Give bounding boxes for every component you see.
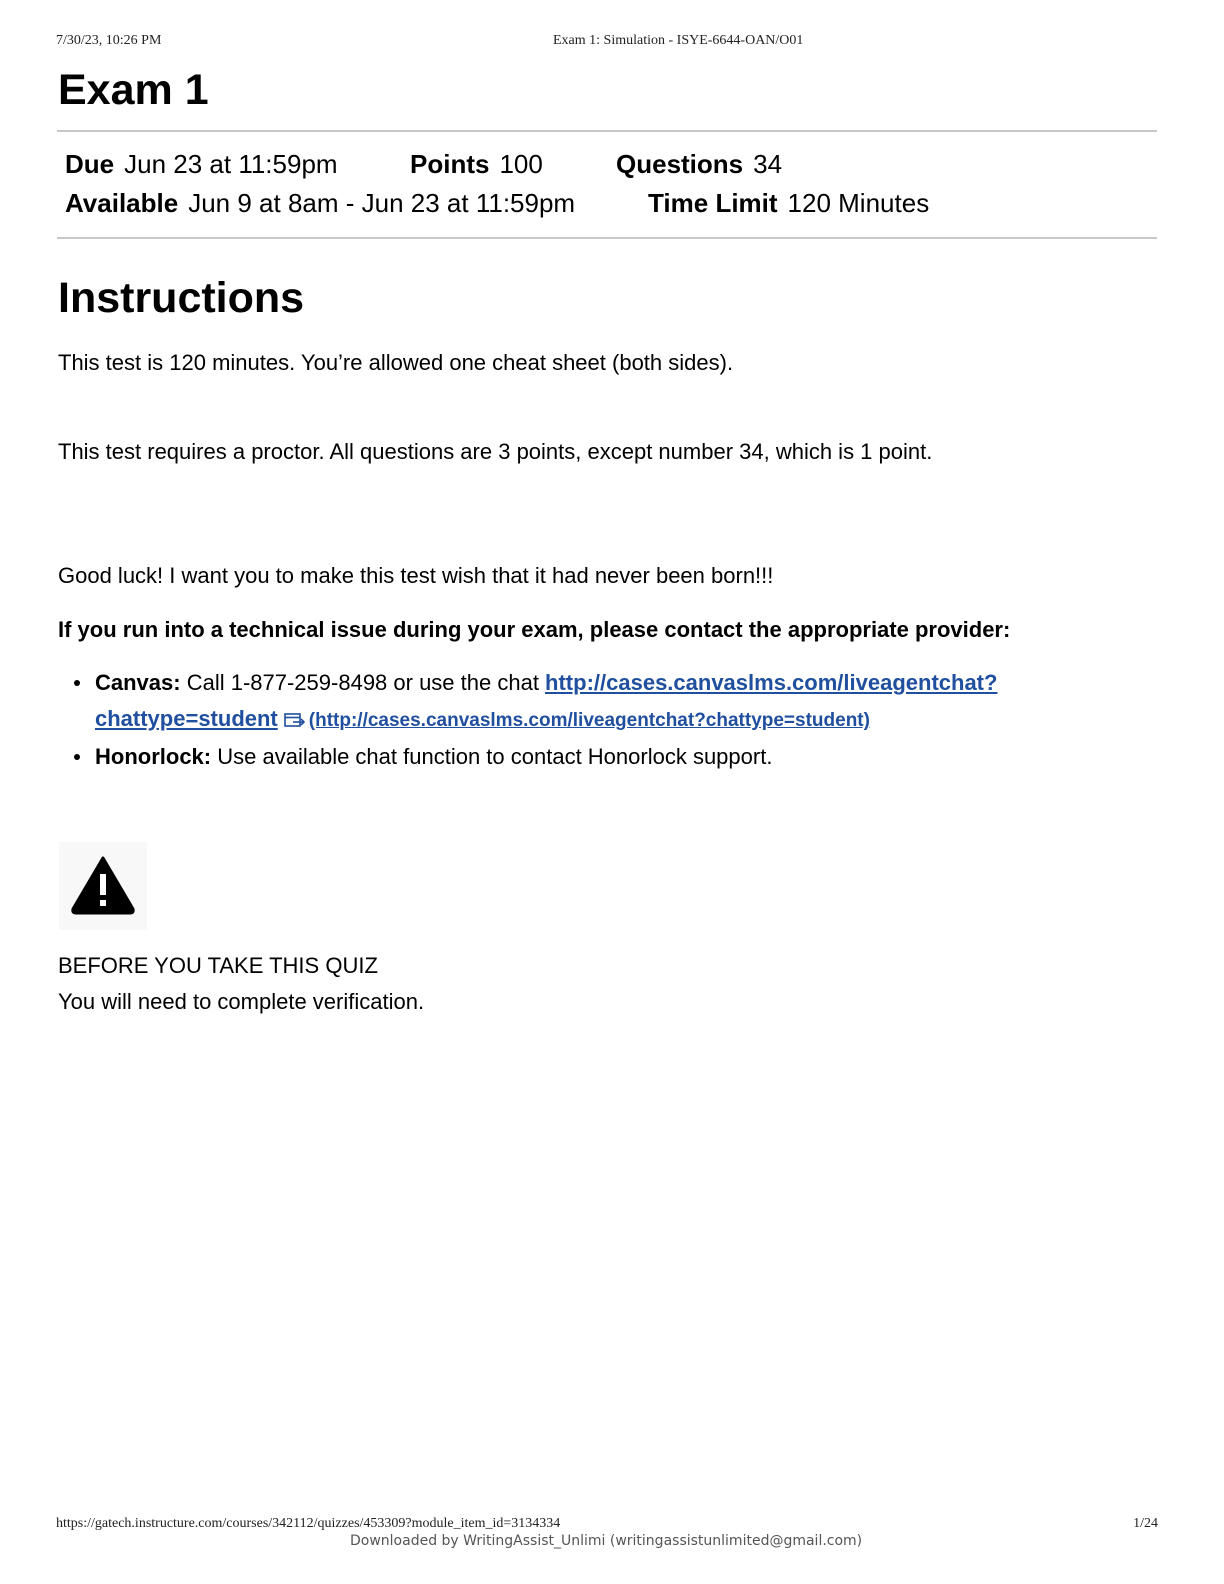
available-value: Jun 9 at 8am - Jun 23 at 11:59pm [188,188,576,218]
print-header [56,33,1156,53]
page-number: 1/24 [1133,1516,1158,1531]
due-label: Due [65,149,115,179]
verification-text: You will need to complete verification. [58,989,425,1014]
canvas-label: Canvas: [95,670,181,695]
canvas-chat-link-url[interactable]: (http://cases.canvaslms.com/liveagentchat?chattype=student) [308,710,870,731]
instructions-paragraph-proctor: This test requires a proctor. All questions are 3 points, except number 34, which is 1 point. [58,439,933,464]
technical-issue-note: If you run into a technical issue during your exam, please contact the appropriate provider: [58,617,1011,642]
canvas-chat-link[interactable]: http://cases.canvaslms.com/liveagentchat?chattype=student [95,670,998,731]
questions-field [616,148,782,180]
support-list [95,665,1095,775]
due-value: Jun 23 at 11:59pm [124,149,338,179]
time-limit-field [648,187,929,219]
instructions-paragraph-good-luck: Good luck! I want you to make this test wish that it had never been born!!! [58,563,774,588]
download-watermark: Downloaded by WritingAssist_Unlimi (writingassistunlimited@gmail.com) [350,1533,863,1549]
questions-value: 34 [753,149,783,179]
points-value: 100 [499,149,543,179]
exam-title: Exam 1 [58,66,209,114]
support-item-canvas [95,665,1095,739]
available-label: Available [65,188,179,218]
available-field [65,187,575,219]
verification-notice [58,948,424,1020]
divider-top [57,130,1157,132]
due-field [65,148,338,180]
canvas-text: Call 1-877-259-8498 or use the chat [180,670,546,695]
instructions-heading: Instructions [58,274,305,322]
warning-icon [70,854,136,916]
points-field [410,148,543,180]
points-label: Points [410,149,490,179]
honorlock-label: Honorlock: [95,744,212,769]
print-page-title: Exam 1: Simulation - ISYE-6644-OAN/O01 [553,33,804,48]
print-datetime: 7/30/23, 10:26 PM [56,33,162,48]
time-limit-value: 120 Minutes [787,188,930,218]
support-item-honorlock [95,739,1095,775]
honorlock-text: Use available chat function to contact Honorlock support. [211,744,773,769]
print-url: https://gatech.instructure.com/courses/342112/quizzes/453309?module_item_id=3134334 [56,1516,561,1531]
external-link-icon [284,703,306,739]
instructions-paragraph-duration: This test is 120 minutes. You’re allowed one cheat sheet (both sides). [58,350,734,375]
time-limit-label: Time Limit [648,188,778,218]
questions-label: Questions [616,149,744,179]
verification-heading: BEFORE YOU TAKE THIS QUIZ [58,953,378,978]
warning-panel [59,842,147,930]
divider-bottom [57,237,1157,239]
